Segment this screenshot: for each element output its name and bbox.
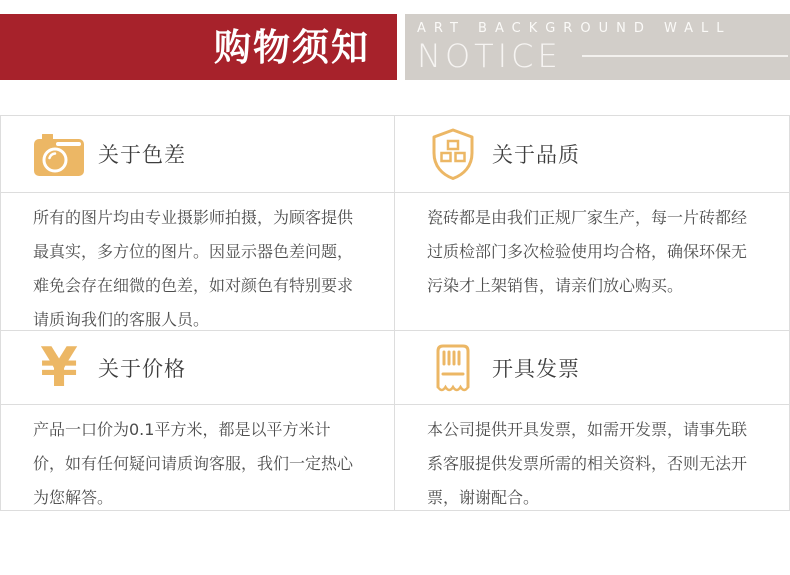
section-body: 本公司提供开具发票，如需开发票，请事先联系客服提供发票所需的相关资料，否则无法开票，谢谢配合。 xyxy=(427,420,748,507)
section-body: 所有的图片均由专业摄影师拍摄，为顾客提供最真实，多方位的图片。因显示器色差问题，难免会存在细微的色差，如对颜色有特别要求请质询我们的客服人员。 xyxy=(1,193,394,331)
section-body: 瓷砖都是由我们正规厂家生产，每一片砖都经过质检部门多次检验使用均合格，确保环保无污染才上架销售，请亲们放心购买。 xyxy=(395,193,789,331)
banner-notice-text: NOTICE xyxy=(417,37,562,75)
banner-notice-row xyxy=(417,37,788,75)
section-price-header xyxy=(1,331,394,405)
page-banner xyxy=(0,14,790,80)
camera-icon xyxy=(33,128,85,180)
yuan-price-icon xyxy=(33,335,85,399)
section-invoice-header xyxy=(395,331,789,405)
section-title: 关于品质 xyxy=(492,143,580,167)
notice-grid xyxy=(0,115,790,511)
section-color-difference xyxy=(1,116,395,331)
banner-subtitle-en: ART BACKGROUND WALL xyxy=(417,21,732,36)
invoice-receipt-icon xyxy=(427,342,479,394)
yuan-glyph: ¥ xyxy=(40,335,78,399)
section-color-difference-header xyxy=(1,116,394,193)
section-quality xyxy=(395,116,789,331)
section-price xyxy=(1,331,395,510)
decorative-line xyxy=(582,55,788,57)
section-title: 关于价格 xyxy=(98,356,186,381)
page-title: 购物须知 xyxy=(214,25,370,69)
section-body: 产品一口价为0.1平方米，都是以平方米计价，如有任何疑问请质询客服，我们一定热心为您解答。 xyxy=(33,420,354,507)
banner-subtitle-block xyxy=(405,14,790,80)
quality-shield-icon xyxy=(427,128,479,180)
section-title: 开具发票 xyxy=(492,356,580,381)
section-quality-header xyxy=(395,116,789,193)
banner-title-block xyxy=(0,14,397,80)
section-title: 关于色差 xyxy=(98,143,186,167)
section-invoice xyxy=(395,331,789,510)
